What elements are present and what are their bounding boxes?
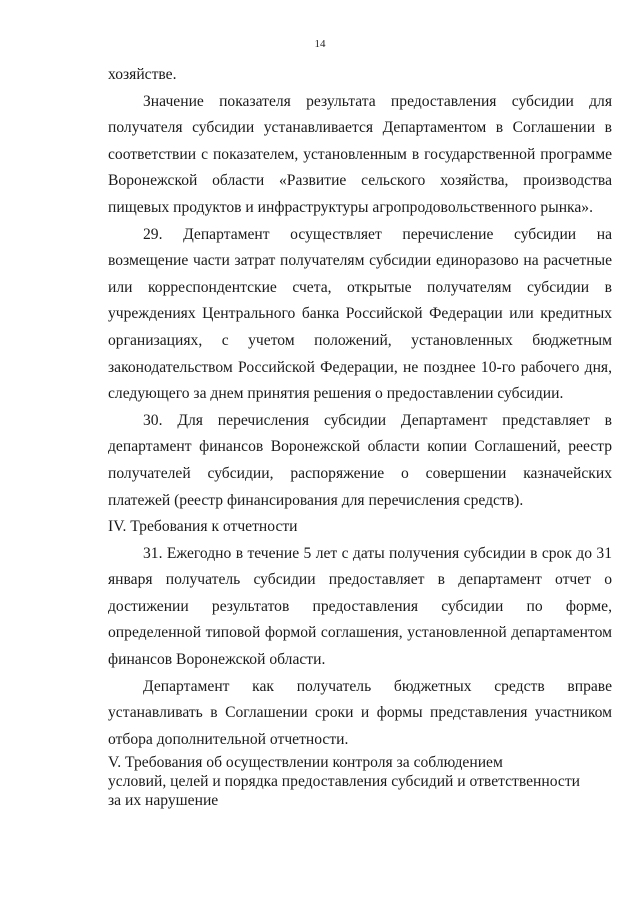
document-body xyxy=(108,62,612,810)
section-v-heading-line-3: за их нарушение xyxy=(108,792,219,810)
section-v-heading xyxy=(108,753,612,810)
section-v-heading-line-1: V. Требования об осуществлении контроля за соблюдением xyxy=(108,754,503,772)
page-number: 14 xyxy=(314,38,326,50)
paragraph-additional-reporting: Департамент как получатель бюджетных средств вправе устанавливать в Соглашении сроки и формы представления участником отбора дополнительной отчетности. xyxy=(108,677,612,748)
section-v-heading-line-2: условий, целей и порядка предоставления субсидий и ответственности xyxy=(108,773,581,791)
paragraph-29: 29. Департамент осуществляет перечисление субсидии на возмещение части затрат получателям субсидии единоразово на расчетные или корреспондентские счета, открытые получателям субсидии в учреждениях Центрального банка Российской Федерации или кредитных организациях, с учетом положений, установленных бюджетным законодательством Российской Федерации, не позднее 10-го рабочего дня, следующего за днем принятия решения о предоставлении субсидии. xyxy=(108,225,612,403)
section-iv-heading: IV. Требования к отчетности xyxy=(108,518,298,536)
paragraph-31: 31. Ежегодно в течение 5 лет с даты получения субсидии в срок до 31 января получатель субсидии предоставляет в департамент отчет о достижении результатов предоставления субсидии по форме, определенной типовой формой соглашения, установленной департаментом финансов Воронежской области. xyxy=(108,544,612,669)
paragraph-continuation: хозяйстве. xyxy=(108,66,177,83)
paragraph-30: 30. Для перечисления субсидии Департамент представляет в департамент финансов Воронежской области копии Соглашений, реестр получателей субсидии, распоряжение о совершении казначейских платежей (реестр финансирования для перечисления средств). xyxy=(108,411,612,509)
paragraph-indicator-value: Значение показателя результата предоставления субсидии для получателя субсидии устанавливается Департаментом в Соглашении в соответствии с показателем, установленным в государственной программе Воронежской области «Развитие сельского хозяйства, производства пищевых продуктов и инфраструктуры агропродовольственного рынка». xyxy=(108,92,612,216)
